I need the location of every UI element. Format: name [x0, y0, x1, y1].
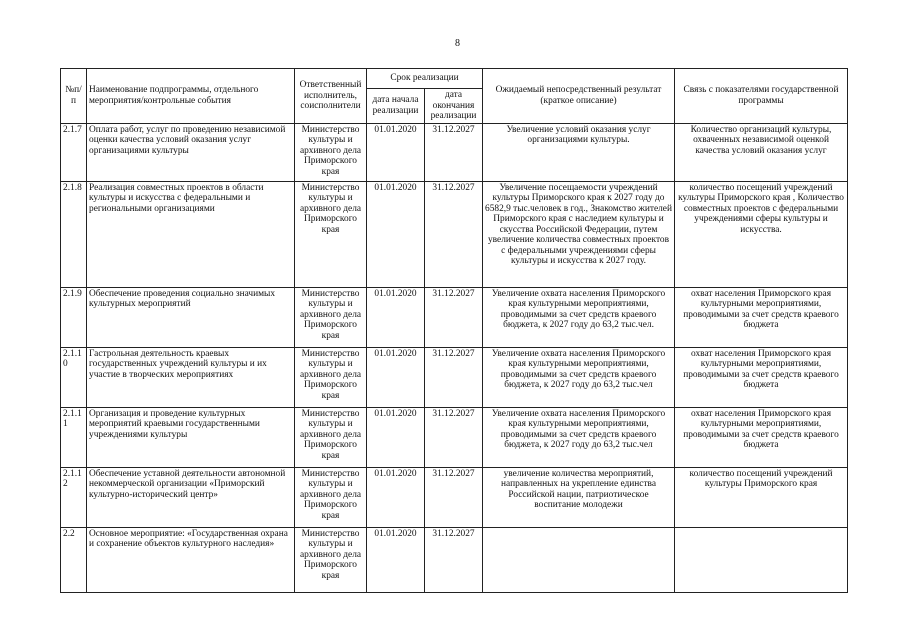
row-end-date: 31.12.2027 — [425, 527, 483, 592]
row-number: 2.1.1 0 — [61, 347, 87, 407]
header-result: Ожидаемый непосредственный результат (краткое описание) — [483, 69, 675, 124]
row-result: увеличение количества мероприятий, направленных на укрепление единства Российской нации, патриотическое воспитание молодежи — [483, 467, 675, 527]
row-executor: Министерство культуры и архивного дела Приморского края — [295, 407, 367, 467]
row-name: Оплата работ, услуг по проведению независимой оценки качества условий оказания услуг организациями культуры — [87, 123, 295, 181]
row-executor: Министерство культуры и архивного дела Приморского края — [295, 467, 367, 527]
row-end-date: 31.12.2027 — [425, 287, 483, 347]
header-end: дата окончания реализации — [425, 89, 483, 124]
row-number: 2.1.1 2 — [61, 467, 87, 527]
row-indicator-link: охват населения Приморского края культурными мероприятиями, проводимыми за счет средств краевого бюджета — [675, 347, 848, 407]
row-name: Основное мероприятие: «Государственная охрана и сохранение объектов культурного наследия» — [87, 527, 295, 592]
header-period: Срок реализации — [367, 69, 483, 89]
row-end-date: 31.12.2027 — [425, 407, 483, 467]
row-result — [483, 527, 675, 592]
row-name: Гастрольная деятельность краевых государственных учреждений культуры и их участие в творческих мероприятиях — [87, 347, 295, 407]
page-number: 8 — [455, 38, 460, 49]
row-indicator-link: количество посещений учреждений культуры Приморского края , Количество совместных проектов с федеральными учреждениями сферы культуры и искусства. — [675, 181, 848, 287]
row-number: 2.1.9 — [61, 287, 87, 347]
row-start-date: 01.01.2020 — [367, 181, 425, 287]
row-indicator-link — [675, 527, 848, 592]
header-link: Связь с показателями государственной программы — [675, 69, 848, 124]
table-header-row — [61, 69, 848, 89]
row-name: Реализация совместных проектов в области культуры и искусства с федеральными и региональными организациями — [87, 181, 295, 287]
row-start-date: 01.01.2020 — [367, 287, 425, 347]
row-end-date: 31.12.2027 — [425, 181, 483, 287]
row-result: Увеличение охвата населения Приморского края культурными мероприятиями, проводимыми за счет средств краевого бюджета, к 2027 году до 63,2 тыс.чел. — [483, 287, 675, 347]
row-executor: Министерство культуры и архивного дела Приморского края — [295, 181, 367, 287]
row-name: Обеспечение уставной деятельности автономной некоммерческой организации «Приморский культурно-исторический центр» — [87, 467, 295, 527]
row-start-date: 01.01.2020 — [367, 467, 425, 527]
row-name: Обеспечение проведения социально значимых культурных мероприятий — [87, 287, 295, 347]
row-start-date: 01.01.2020 — [367, 347, 425, 407]
row-number: 2.1.1 1 — [61, 407, 87, 467]
row-indicator-link: охват населения Приморского края культурными мероприятиями, проводимыми за счет средств краевого бюджета — [675, 407, 848, 467]
row-executor: Министерство культуры и архивного дела Приморского края — [295, 347, 367, 407]
table-row — [61, 123, 848, 181]
table-row — [61, 181, 848, 287]
row-result: Увеличение посещаемости учреждений культуры Приморского края к 2027 году до 6582,9 тыс.человек в год., Знакомство жителей Приморского края с наследием культуры и скусства Российской Федерации, путем увеличение количества совместных проектов с федеральными учреждениями сферы культуры и искусства к 2027 году. — [483, 181, 675, 287]
row-name: Организация и проведение культурных мероприятий краевыми государственными учреждениями культуры — [87, 407, 295, 467]
header-executor: Ответственный исполнитель, соисполнители — [295, 69, 367, 124]
row-result: Увеличение условий оказания услуг организациями культуры. — [483, 123, 675, 181]
row-executor: Министерство культуры и архивного дела Приморского края — [295, 527, 367, 592]
header-name: Наименование подпрограммы, отдельного мероприятия/контрольные события — [87, 69, 295, 124]
table-row — [61, 287, 848, 347]
row-number: 2.2 — [61, 527, 87, 592]
row-executor: Министерство культуры и архивного дела Приморского края — [295, 287, 367, 347]
row-start-date: 01.01.2020 — [367, 123, 425, 181]
row-number: 2.1.7 — [61, 123, 87, 181]
row-indicator-link: Количество организаций культуры, охваченных независимой оценкой качества условий оказания услуг — [675, 123, 848, 181]
header-start: дата начала реализации — [367, 89, 425, 124]
row-executor: Министерство культуры и архивного дела Приморского края — [295, 123, 367, 181]
row-start-date: 01.01.2020 — [367, 527, 425, 592]
row-start-date: 01.01.2020 — [367, 407, 425, 467]
table-row — [61, 467, 848, 527]
row-indicator-link: количество посещений учреждений культуры Приморского края — [675, 467, 848, 527]
table-row — [61, 407, 848, 467]
program-events-table — [60, 68, 848, 593]
row-end-date: 31.12.2027 — [425, 123, 483, 181]
row-end-date: 31.12.2027 — [425, 347, 483, 407]
row-result: Увеличение охвата населения Приморского края культурными мероприятиями, проводимыми за счет средств краевого бюджета, к 2027 году до 63,2 тыс.чел — [483, 347, 675, 407]
table-row — [61, 347, 848, 407]
table-row — [61, 527, 848, 592]
row-number: 2.1.8 — [61, 181, 87, 287]
row-result: Увеличение охвата населения Приморского края культурными мероприятиями, проводимыми за счет средств краевого бюджета, к 2027 году до 63,2 тыс.чел — [483, 407, 675, 467]
header-num: №п/п — [61, 69, 87, 124]
row-end-date: 31.12.2027 — [425, 467, 483, 527]
row-indicator-link: охват населения Приморского края культурными мероприятиями, проводимыми за счет средств краевого бюджета — [675, 287, 848, 347]
